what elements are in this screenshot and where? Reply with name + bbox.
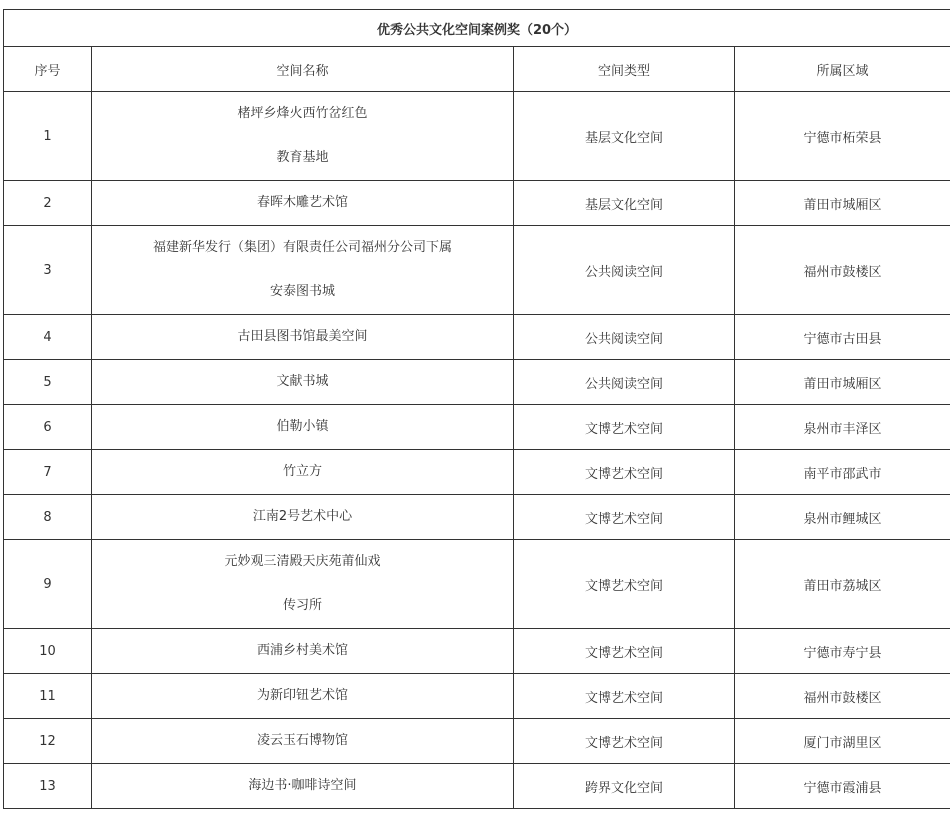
cell-no: 9 xyxy=(4,540,92,629)
cell-name-line: 伯勒小镇 xyxy=(276,419,329,434)
cell-no: 8 xyxy=(4,495,92,540)
cell-type: 跨界文化空间 xyxy=(514,764,735,809)
header-no: 序号 xyxy=(4,47,92,92)
table-row xyxy=(4,226,950,315)
cell-name xyxy=(92,360,514,405)
cell-area: 厦门市湖里区 xyxy=(735,719,950,764)
cell-no: 11 xyxy=(4,674,92,719)
cell-name-line: 春晖木雕艺术馆 xyxy=(256,195,348,210)
table-row xyxy=(4,540,950,629)
cell-name xyxy=(92,719,514,764)
cell-type: 公共阅读空间 xyxy=(514,226,735,315)
cell-name-line: 元妙观三清殿天庆苑莆仙戏 xyxy=(224,554,381,569)
table-row xyxy=(4,450,950,495)
cell-area: 宁德市柘荣县 xyxy=(735,92,950,181)
cell-type: 文博艺术空间 xyxy=(514,450,735,495)
cell-type: 公共阅读空间 xyxy=(514,315,735,360)
cell-name xyxy=(92,764,514,809)
cell-name-line: 福建新华发行（集团）有限责任公司福州分公司下属 xyxy=(152,240,452,255)
cell-no: 6 xyxy=(4,405,92,450)
table-row xyxy=(4,92,950,181)
cell-type: 文博艺术空间 xyxy=(514,405,735,450)
cell-name xyxy=(92,92,514,181)
title-row xyxy=(4,10,950,47)
cell-name-line: 教育基地 xyxy=(276,150,329,165)
cell-name-line: 安泰图书城 xyxy=(269,284,335,299)
cell-name-line: 凌云玉石博物馆 xyxy=(256,733,348,748)
cell-area: 福州市鼓楼区 xyxy=(735,226,950,315)
cell-name xyxy=(92,226,514,315)
cell-name xyxy=(92,495,514,540)
cell-no: 2 xyxy=(4,181,92,226)
cell-name-line: 文献书城 xyxy=(276,374,329,389)
cell-type: 文博艺术空间 xyxy=(514,719,735,764)
cell-area: 莆田市城厢区 xyxy=(735,181,950,226)
table-row xyxy=(4,764,950,809)
cell-no: 3 xyxy=(4,226,92,315)
cell-name-line: 海边书·咖啡诗空间 xyxy=(248,778,357,793)
table-row xyxy=(4,719,950,764)
cell-no: 13 xyxy=(4,764,92,809)
cell-no: 5 xyxy=(4,360,92,405)
cell-name xyxy=(92,674,514,719)
header-row xyxy=(4,47,950,92)
table-row xyxy=(4,495,950,540)
header-name: 空间名称 xyxy=(92,47,514,92)
cell-name-line: 古田县图书馆最美空间 xyxy=(237,329,368,344)
cell-area: 福州市鼓楼区 xyxy=(735,674,950,719)
awards-table xyxy=(3,9,950,809)
cell-name xyxy=(92,315,514,360)
cell-type: 基层文化空间 xyxy=(514,92,735,181)
header-area: 所属区域 xyxy=(735,47,950,92)
cell-name xyxy=(92,450,514,495)
cell-area: 莆田市荔城区 xyxy=(735,540,950,629)
cell-no: 7 xyxy=(4,450,92,495)
table-row xyxy=(4,181,950,226)
cell-name xyxy=(92,629,514,674)
table-row xyxy=(4,360,950,405)
cell-name xyxy=(92,181,514,226)
cell-area: 莆田市城厢区 xyxy=(735,360,950,405)
cell-no: 4 xyxy=(4,315,92,360)
cell-name-line: 江南2号艺术中心 xyxy=(252,509,353,524)
cell-name-line: 竹立方 xyxy=(282,464,322,479)
cell-type: 文博艺术空间 xyxy=(514,674,735,719)
cell-area: 宁德市寿宁县 xyxy=(735,629,950,674)
table-row xyxy=(4,315,950,360)
cell-type: 基层文化空间 xyxy=(514,181,735,226)
cell-area: 泉州市丰泽区 xyxy=(735,405,950,450)
cell-no: 10 xyxy=(4,629,92,674)
cell-area: 南平市邵武市 xyxy=(735,450,950,495)
header-type: 空间类型 xyxy=(514,47,735,92)
cell-area: 泉州市鲤城区 xyxy=(735,495,950,540)
cell-name xyxy=(92,405,514,450)
cell-name xyxy=(92,540,514,629)
cell-type: 公共阅读空间 xyxy=(514,360,735,405)
table-row xyxy=(4,629,950,674)
cell-name-line: 楮坪乡烽火西竹岔红色 xyxy=(237,106,368,121)
cell-type: 文博艺术空间 xyxy=(514,495,735,540)
cell-area: 宁德市霞浦县 xyxy=(735,764,950,809)
cell-name-line: 为新印钮艺术馆 xyxy=(256,688,348,703)
cell-no: 12 xyxy=(4,719,92,764)
table-title: 优秀公共文化空间案例奖（20个） xyxy=(4,10,950,47)
cell-name-line: 传习所 xyxy=(282,598,322,613)
cell-type: 文博艺术空间 xyxy=(514,540,735,629)
cell-no: 1 xyxy=(4,92,92,181)
table-row xyxy=(4,674,950,719)
cell-type: 文博艺术空间 xyxy=(514,629,735,674)
cell-area: 宁德市古田县 xyxy=(735,315,950,360)
cell-name-line: 西浦乡村美术馆 xyxy=(256,643,348,658)
table-row xyxy=(4,405,950,450)
